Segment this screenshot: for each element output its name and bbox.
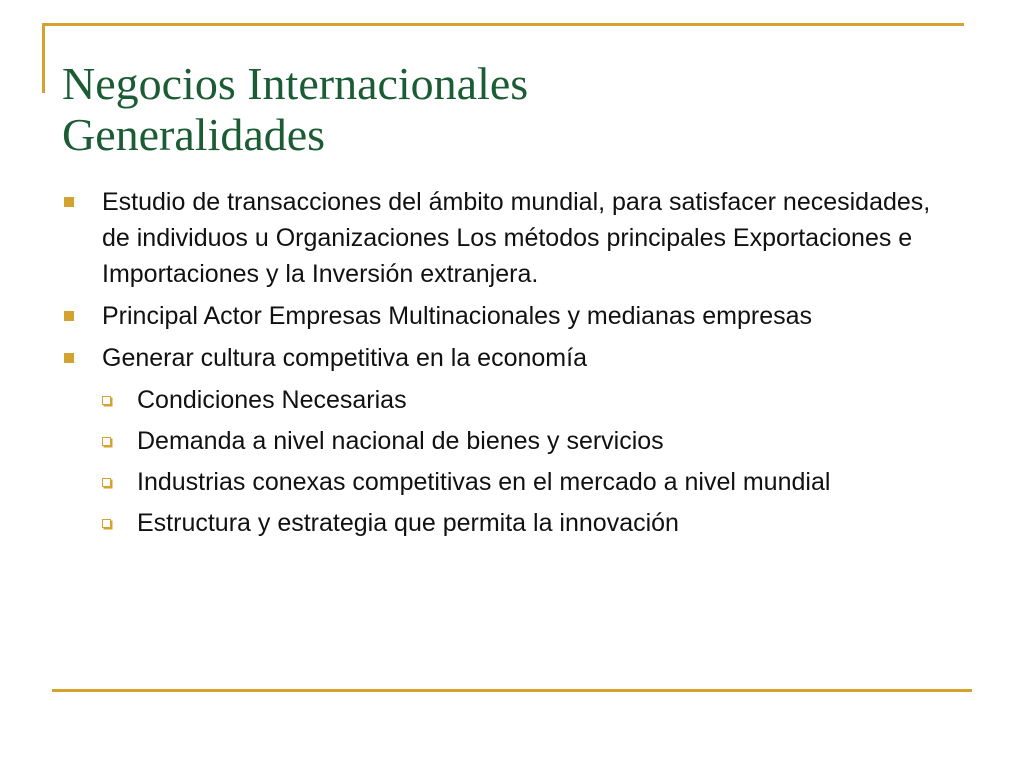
sub-bullet-text: Industrias conexas competitivas en el mercado a nivel mundial — [137, 468, 831, 496]
hollow-square-bullet-icon — [102, 478, 111, 487]
sub-bullet-item — [62, 464, 962, 500]
bottom-border-line — [52, 689, 972, 692]
bullet-text: Principal Actor Empresas Multinacionales y medianas empresas — [102, 302, 813, 330]
hollow-square-bullet-icon — [102, 519, 111, 528]
bullet-text: Estudio de transacciones del ámbito mundial, para satisfacer necesidades, de individuos u Organizaciones Los métodos principales Exportaciones e Importaciones y la Inversión extranjera. — [102, 188, 931, 288]
sub-bullet-list — [62, 382, 962, 541]
square-bullet-icon — [64, 311, 74, 321]
sub-bullet-item — [62, 382, 962, 418]
top-border-line — [42, 23, 964, 26]
hollow-square-bullet-icon — [102, 437, 111, 446]
slide-body — [62, 184, 962, 546]
sub-bullet-item — [62, 423, 962, 459]
slide-title — [62, 58, 528, 160]
sub-bullet-text: Estructura y estrategia que permita la innovación — [137, 509, 679, 537]
bullet-text: Generar cultura competitiva en la economía — [102, 344, 587, 372]
title-line-1: Negocios Internacionales — [62, 58, 529, 109]
sub-bullet-item — [62, 505, 962, 541]
title-line-2: Generalidades — [62, 109, 326, 160]
left-border-line — [42, 23, 45, 93]
sub-bullet-text: Condiciones Necesarias — [137, 386, 407, 414]
bullet-item — [62, 184, 962, 292]
hollow-square-bullet-icon — [102, 396, 111, 405]
bullet-item — [62, 298, 962, 334]
square-bullet-icon — [64, 197, 74, 207]
square-bullet-icon — [64, 353, 74, 363]
sub-bullet-text: Demanda a nivel nacional de bienes y servicios — [137, 427, 664, 455]
bullet-item — [62, 340, 962, 376]
